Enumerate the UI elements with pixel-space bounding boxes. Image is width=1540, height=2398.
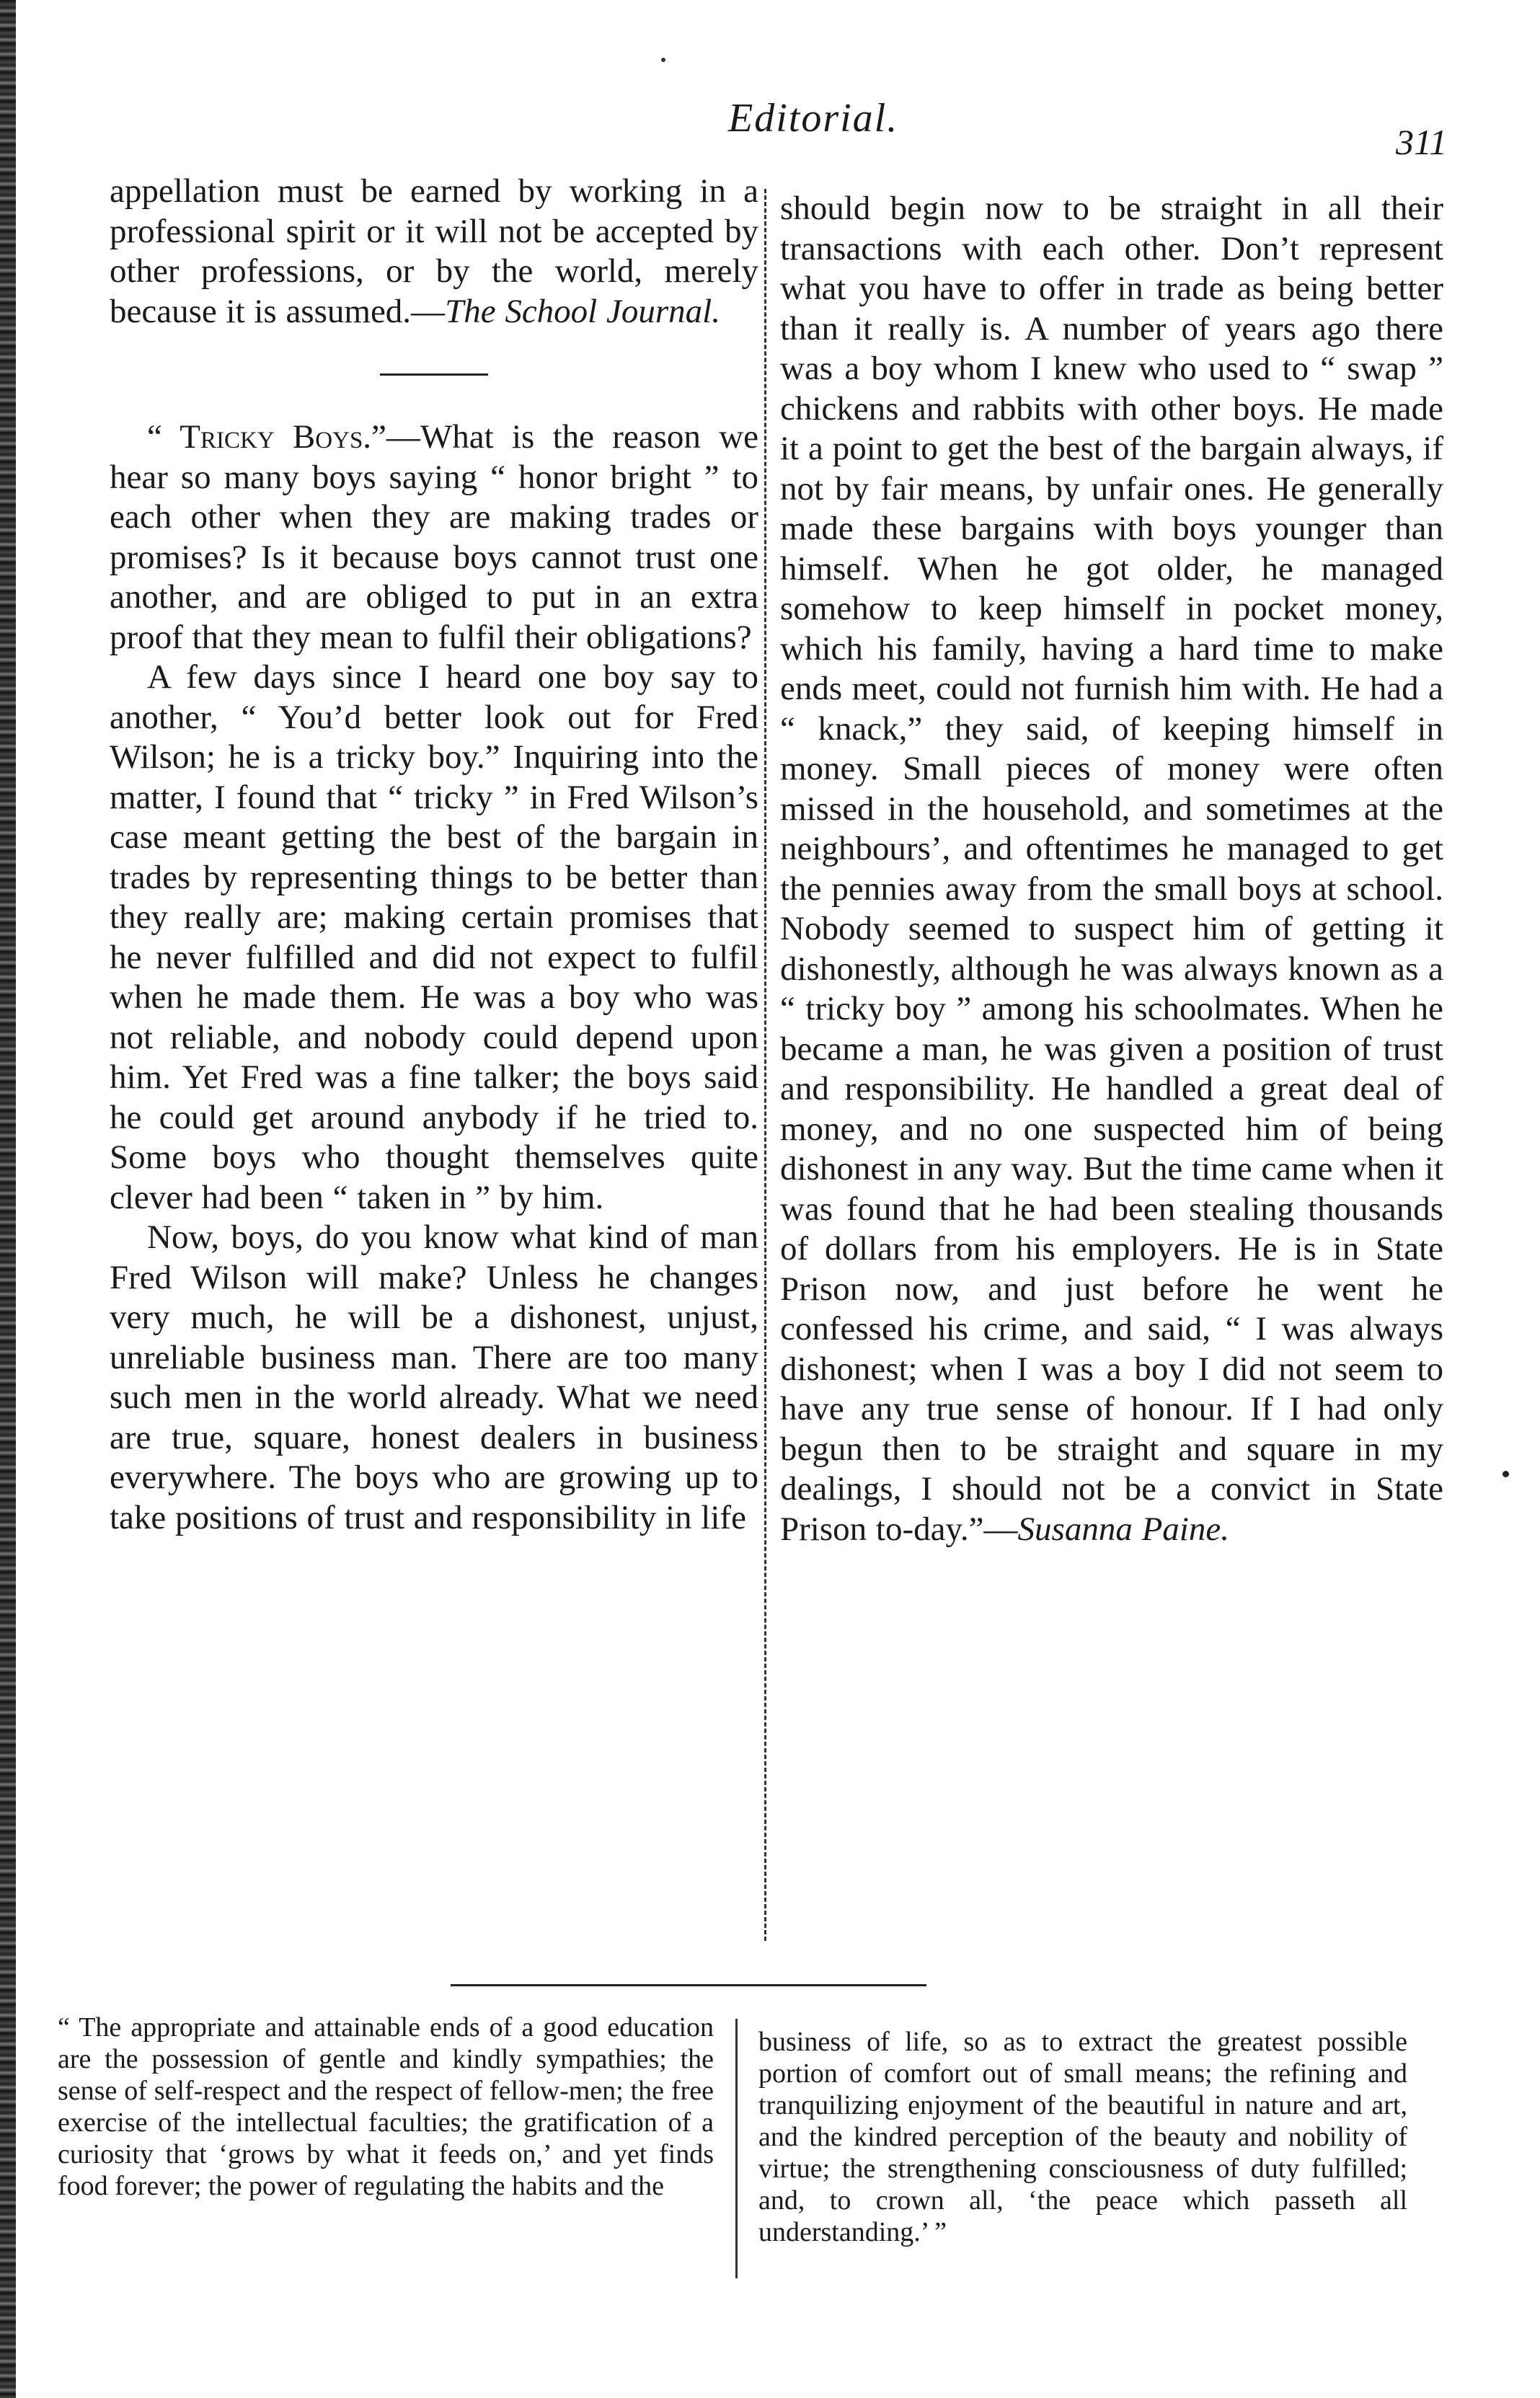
footnote-column-divider [735,2019,738,2278]
book-spine-edge [0,0,16,2398]
page-number: 311 [1396,122,1448,162]
opening-paragraph-text: appellation must be earned by working in a professional spirit or it will not be accepted by other professions, or by the world, merely because it is assumed.— [110,172,758,330]
column-divider [764,189,766,1941]
print-speck [1503,1471,1509,1477]
footnote-left-text: “ The appropriate and attainable ends of a good education are the possession of gentle and kindly sympathies; the sense of self-respect and the respect of fellow-men; the free exercise of the intellectual faculties; the gratification of a curiosity that ‘grows by what it feeds on,’ and yet finds food forever; the power of regulating the habits and the [58,2012,714,2201]
right-column-paragraph [780,189,1443,1549]
running-head: Editorial. [728,96,899,141]
footnote-left-column [58,2012,714,2202]
right-column [780,189,1443,1549]
article-intro-paragraph [110,417,758,658]
article-intro-text: —What is the reason we hear so many boys saying “ honor bright ” to each other when they are making trades or promises? Is it because boys cannot trust one another, and are obliged to put in an extra proof that they mean to fulfil their obligations? [110,418,759,656]
footnote-right-column [758,2026,1407,2248]
footnote-right-text: business of life, so as to extract the greatest possible portion of comfort out of small means; the refining and tranquilizing enjoyment of the beautiful in nature and art, and the kindred perception of the beauty and nobility of virtue; the strengthening consciousness of duty fulfilled; and, to crown all, ‘the peace which passeth all understanding.’ ” [758,2027,1407,2247]
opening-source: The School Journal. [445,292,720,330]
article-title: “ Tricky Boys.” [147,418,386,456]
print-speck [661,58,665,62]
article-paragraph-2: A few days since I heard one boy say to another, “ You’d better look out for Fred Wilson; he is a tricky boy.” Inquiring into the matter, I found that “ tricky ” in Fred Wilson’s case meant getting the best of the bargain in trades by representing things to be better than they really are; making certain promises that he never fulfilled and did not expect to fulfil when he made them. He was a boy who was not reliable, and nobody could depend upon him. Yet Fred was a fine talker; the boys said he could get around anybody if he tried to. Some boys who thought themselves quite clever had been “ taken in ” by him. [110,658,758,1216]
opening-paragraph [110,172,758,332]
footnote-rule [451,1984,926,1986]
left-column [110,172,758,1538]
right-column-text: should begin now to be straight in all their transactions with each other. Don’t represent what you have to offer in trade as being better than it really is. A number of years ago there was a boy whom I knew who used to “ swap ” chickens and rabbits with other boys. He made it a point to get the best of the bargain always, if not by fair means, by unfair ones. He generally made these bargains with boys younger than himself. When he got older, he managed somehow to keep himself in pocket money, which his family, having a hard time to make ends meet, could not furnish him with. He had a “ knack,” they said, of keeping himself in money. Small pieces of money were often missed in the household, and sometimes at the neighbours’, and oftentimes he managed to get the pennies away from the small boys at school. Nobody seemed to suspect him of getting it dishonestly, although he was always known as a “ tricky boy ” among his schoolmates. When he became a man, he was given a position of trust and responsibility. He handled a great deal of money, and no one suspected him of being dishonest in any way. But the time came when it was found that he had been stealing thousands of dollars from his employers. He is in State Prison now, and just before he went he confessed his crime, and said, “ I was always dishonest; when I was a boy I did not seem to have any true sense of honour. If I had only begun then to be straight and square in my dealings, I should not be a convict in State Prison to-day.”— [780,190,1443,1548]
article-paragraph-3: Now, boys, do you know what kind of man Fred Wilson will make? Unless he changes very much, he will be a dishonest, unjust, unreliable business man. There are too many such men in the world already. What we need are true, square, honest dealers in business everywhere. The boys who are growing up to take positions of trust and responsibility in life [110,1218,758,1536]
article-source: Susanna Paine. [1017,1510,1229,1548]
section-rule [380,373,488,376]
